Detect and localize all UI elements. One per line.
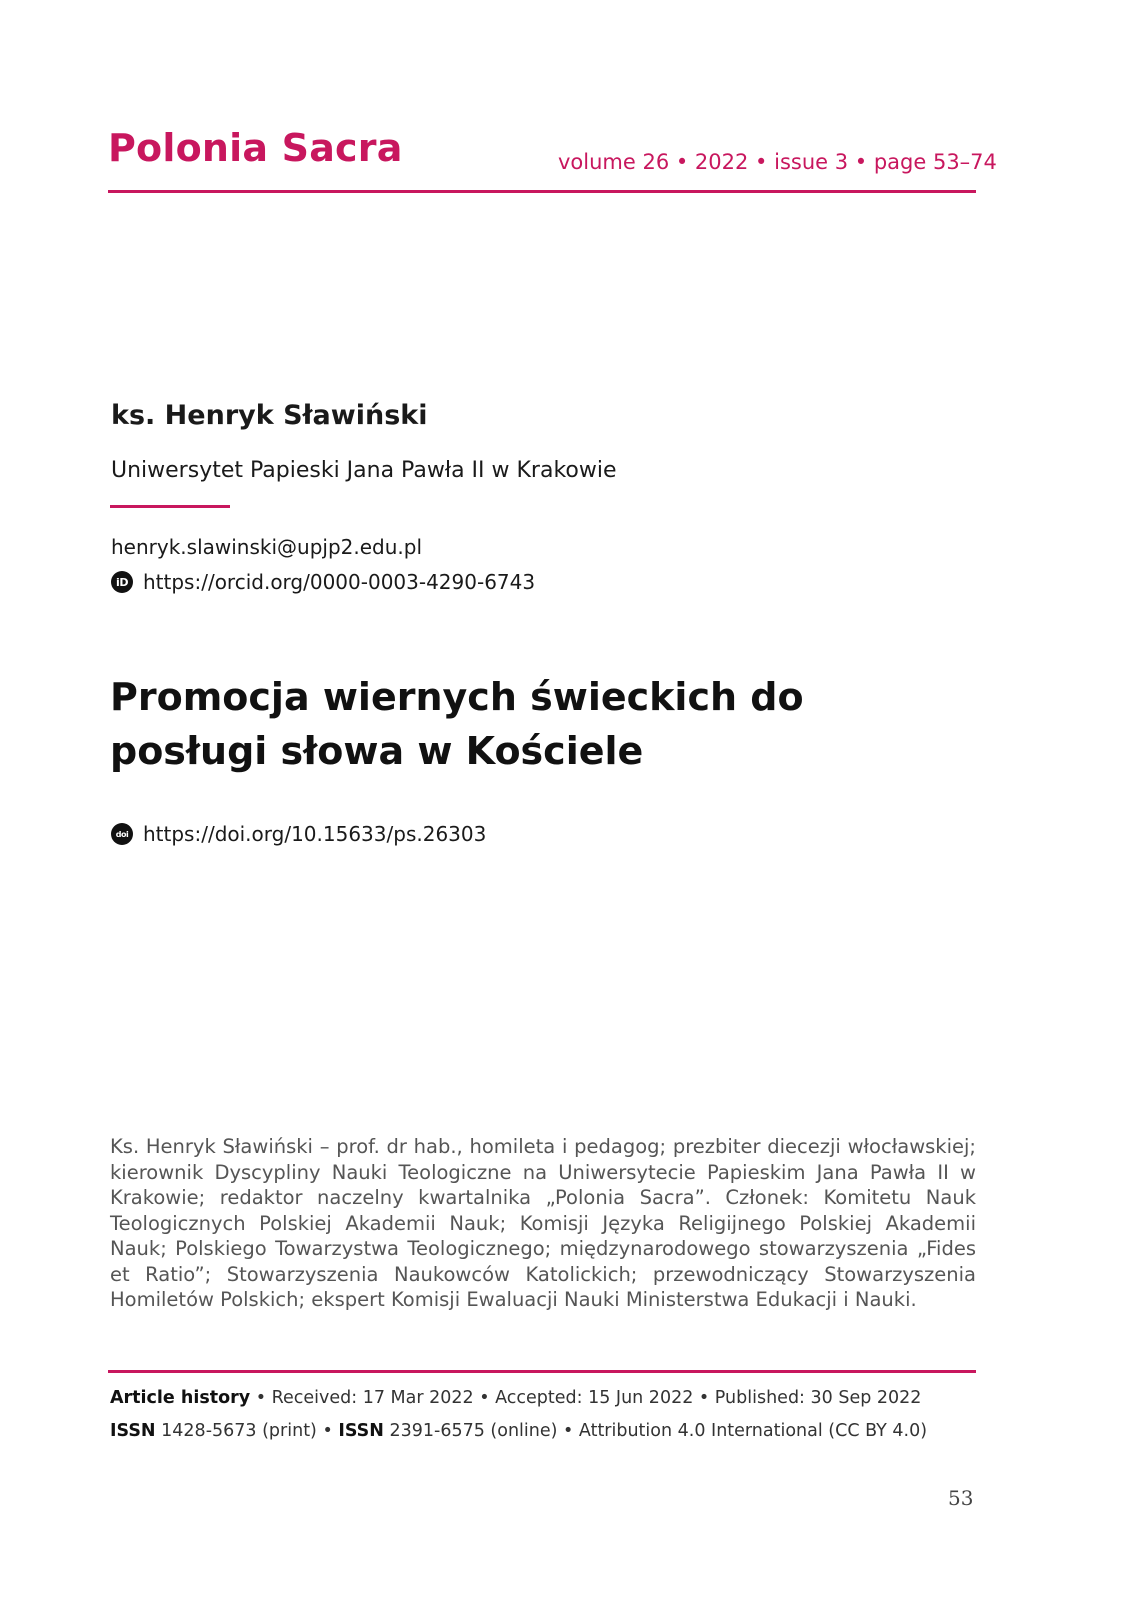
issue-meta: volume 26 • 2022 • issue 3 • page 53–74 [558,150,997,174]
issn-label-print: ISSN [110,1421,156,1441]
journal-title: Polonia Sacra [108,126,403,170]
article-title [110,670,910,778]
header-divider [108,190,976,193]
issn-online: 2391-6575 (online) • Attribution 4.0 International (CC BY 4.0) [383,1421,928,1441]
footer-divider [108,1370,976,1373]
orcid-link[interactable]: https://orcid.org/0000-0003-4290-6743 [143,570,536,594]
issn-line [110,1421,927,1441]
history-dates: • Received: 17 Mar 2022 • Accepted: 15 Jun 2022 • Published: 30 Sep 2022 [250,1388,922,1408]
issn-print: 1428-5673 (print) • [155,1421,339,1441]
page-number: 53 [948,1486,974,1510]
doi-icon: doi [111,823,133,845]
author-email[interactable]: henryk.slawinski@upjp2.edu.pl [111,535,423,559]
title-line-2: posługi słowa w Kościele [110,729,644,773]
issn-label-online: ISSN [338,1421,384,1441]
orcid-icon: iD [111,571,133,593]
orcid-row [111,570,535,594]
doi-link[interactable]: https://doi.org/10.15633/ps.26303 [143,822,487,846]
author-divider [110,505,230,508]
article-history [110,1388,921,1408]
title-line-1: Promocja wiernych świeckich do [110,675,804,719]
doi-row [111,822,486,846]
author-bio: Ks. Henryk Sławiński – prof. dr hab., homileta i pedagog; prezbiter diecezji włocławskiej; kierownik Dyscypliny Nauki Teologiczne na Uniwersytecie Papieskim Jana Pawła II w Krakowie; redaktor naczelny kwartalnika „Polonia Sacra”. Członek: Komitetu Nauk Teologicznych Polskiej Akademii Nauk; Komisji Języka Religijnego Polskiej Akademii Nauk; Polskiego Towarzystwa Teologicznego; międzynarodowego stowarzyszenia „Fides et Ratio”; Stowarzyszenia Naukowców Katolickich; przewodniczący Stowarzyszenia Homiletów Polskich; ekspert Komisji Ewaluacji Nauki Ministerstwa Edukacji i Nauki. [110,1135,976,1311]
history-label: Article history [110,1388,251,1408]
author-name: ks. Henryk Sławiński [111,400,428,431]
author-affiliation: Uniwersytet Papieski Jana Pawła II w Krakowie [111,458,617,483]
